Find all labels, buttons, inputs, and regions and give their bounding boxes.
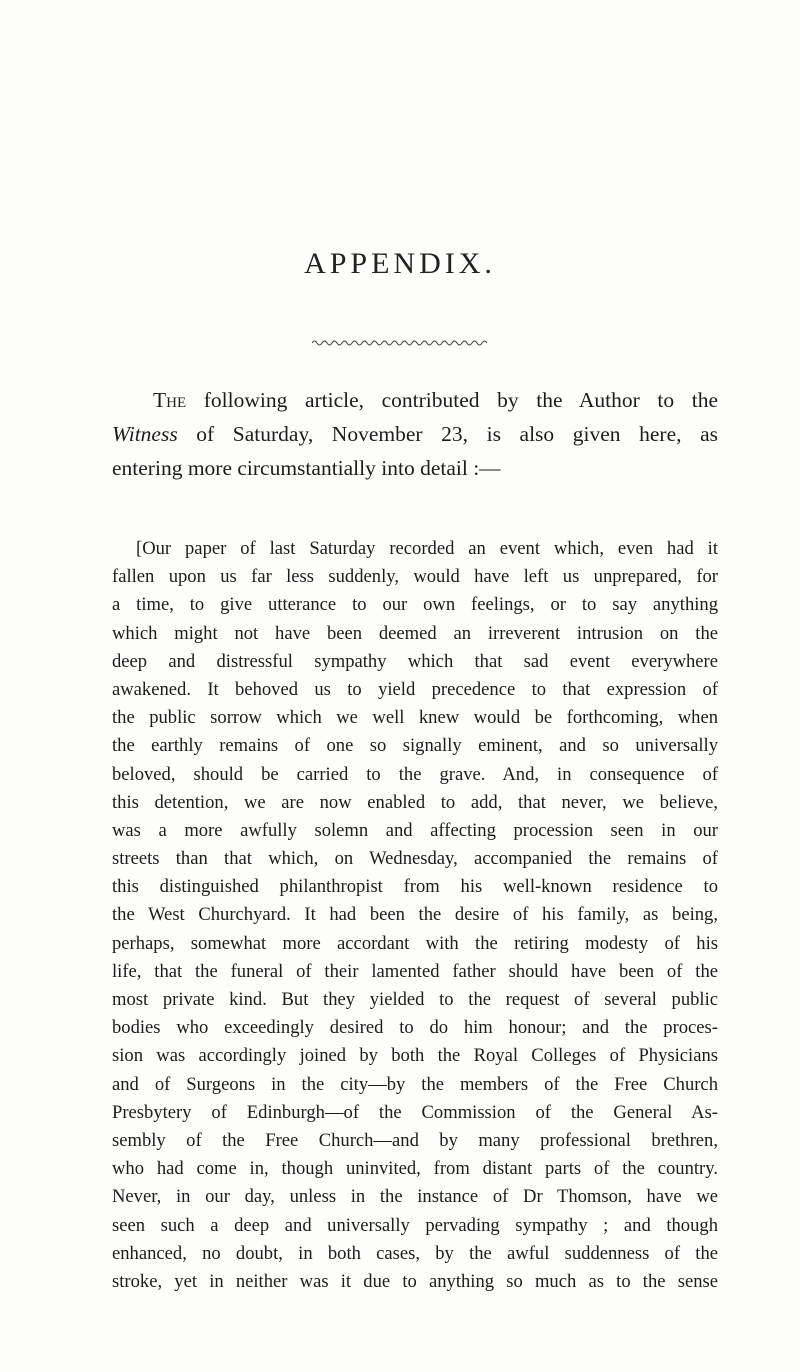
article-line: sembly of the Free Church—and by many professional brethren,	[112, 1129, 718, 1151]
wavy-rule-ornament	[312, 338, 490, 348]
article-line: the West Churchyard. It had been the desire of his family, as being,	[112, 904, 718, 926]
article-line: life, that the funeral of their lamented father should have been of the	[112, 960, 718, 982]
article-line: bodies who exceedingly desired to do him honour; and the proces-	[112, 1017, 718, 1039]
article-line: seen such a deep and universally pervading sympathy ; and though	[112, 1214, 718, 1236]
article-line: this distinguished philanthropist from his well-known residence to	[112, 876, 718, 898]
intro-line: The following article, contributed by the Author to the	[153, 388, 718, 412]
article-line: stroke, yet in neither was it due to anything so much as to the sense	[112, 1270, 718, 1292]
article-line: which might not have been deemed an irreverent intrusion on the	[112, 622, 718, 644]
article-line: enhanced, no doubt, in both cases, by the awful suddenness of the	[112, 1242, 718, 1264]
article-line: a time, to give utterance to our own feelings, or to say anything	[112, 594, 718, 616]
article-line: Presbytery of Edinburgh—of the Commission of the General As-	[112, 1101, 718, 1123]
article-line: who had come in, though uninvited, from distant parts of the country.	[112, 1158, 718, 1180]
appendix-heading: APPENDIX.	[304, 247, 496, 280]
article-paragraph	[112, 535, 718, 1296]
article-line: beloved, should be carried to the grave. And, in consequence of	[112, 763, 718, 785]
article-line: this detention, we are now enabled to add, that never, we believe,	[112, 791, 718, 813]
intro-line: Witness of Saturday, November 23, is also given here, as	[112, 422, 718, 446]
article-line: was a more awfully solemn and affecting procession seen in our	[112, 819, 718, 841]
article-line: perhaps, somewhat more accordant with the retiring modesty of his	[112, 932, 718, 954]
article-line: and of Surgeons in the city—by the members of the Free Church	[112, 1073, 718, 1095]
intro-paragraph	[112, 383, 718, 485]
article-line: streets than that which, on Wednesday, accompanied the remains of	[112, 848, 718, 870]
article-line: deep and distressful sympathy which that sad event everywhere	[112, 650, 718, 672]
intro-line: entering more circumstantially into detail :—	[112, 456, 501, 480]
article-line: Never, in our day, unless in the instance of Dr Thomson, have we	[112, 1186, 718, 1208]
article-line: the public sorrow which we well knew would be forthcoming, when	[112, 707, 718, 729]
article-line: the earthly remains of one so signally eminent, and so universally	[112, 735, 718, 757]
article-line: most private kind. But they yielded to the request of several public	[112, 989, 718, 1010]
article-line: fallen upon us far less suddenly, would have left us unprepared, for	[112, 566, 718, 588]
article-line: sion was accordingly joined by both the Royal Colleges of Physicians	[112, 1045, 718, 1067]
article-line: awakened. It behoved us to yield precedence to that expression of	[112, 678, 718, 700]
article-line: [Our paper of last Saturday recorded an event which, even had it	[136, 538, 718, 559]
